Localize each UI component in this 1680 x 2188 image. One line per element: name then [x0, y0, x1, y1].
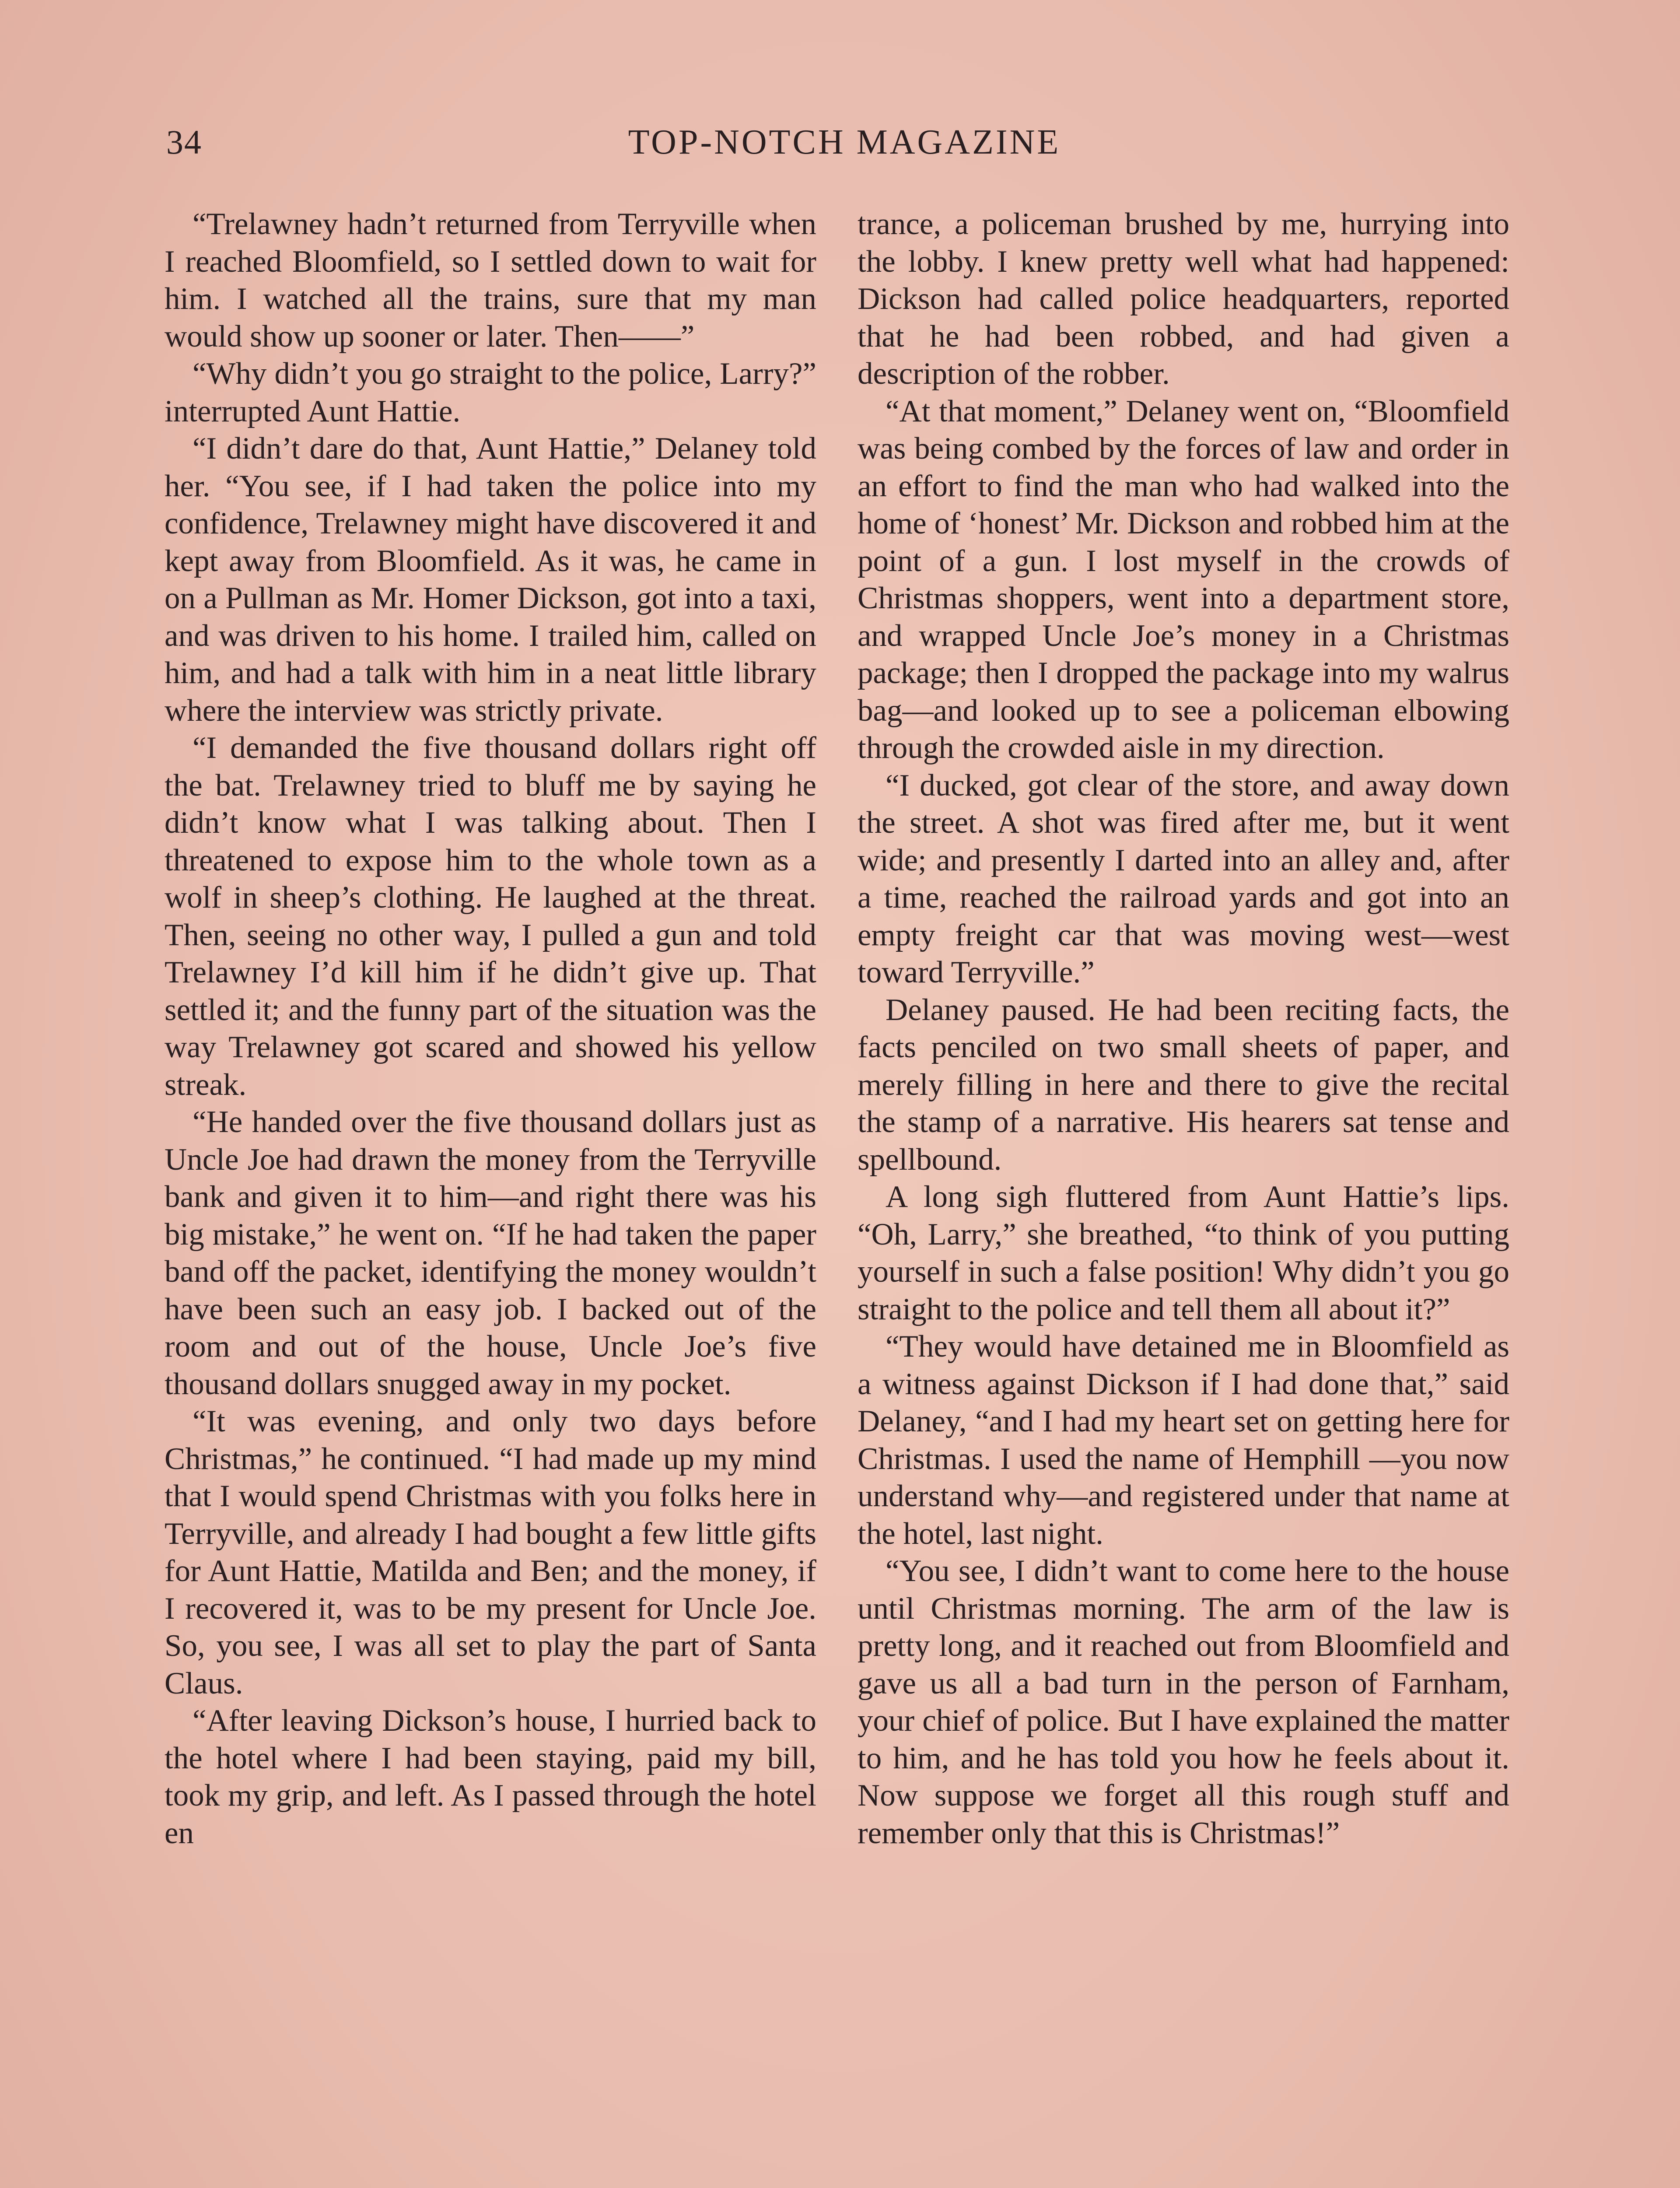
paragraph: A long sigh fluttered from Aunt Hattie’s lips. “Oh, Larry,” she breathed, “to think of you putting yourself in such a false position! Why didn’t you go straight to the police and tell them all about it?”: [858, 1180, 1509, 1326]
paragraph: “At that moment,” Delaney went on, “Bloomfield was being combed by the forces of law and order in an effort to find the man who had walked into the home of ‘honest’ Mr. Dickson and robbed him at the point of a gun. I lost myself in the crowds of Christmas shoppers, went into a department store, and wrapped Uncle Joe’s money in a Christmas package; then I dropped the package into my walrus bag—and looked up to see a policeman elbowing through the crowded aisle in my direction.: [858, 394, 1509, 765]
paragraph: “I ducked, got clear of the store, and away down the street. A shot was fired after me, but it went wide; and presently I darted into an alley and, after a time, reached the railroad yards and got into an empty freight car that was moving west—west toward Terryville.”: [858, 768, 1509, 989]
page-header: [166, 123, 1522, 175]
paragraph: “You see, I didn’t want to come here to the house until Christmas morning. The arm of the law is pretty long, and it reached out from Bloomfield and gave us all a bad turn in the person of Farnham, your chief of police. But I have explained the matter to him, and he has told you how he feels about it. Now suppose we forget all this rough stuff and remember only that this is Christmas!”: [858, 1554, 1509, 1850]
paragraph: “I didn’t dare do that, Aunt Hattie,” Delaney told her. “You see, if I had taken the police into my confidence, Trelawney might have discovered it and kept away from Bloomfield. As it was, he came in on a Pullman as Mr. Homer Dickson, got into a taxi, and was driven to his home. I trailed him, called on him, and had a talk with him in a neat little library where the interview was strictly private.: [164, 431, 816, 728]
paragraph-continued: trance, a policeman brushed by me, hurrying into the lobby. I knew pretty well what had happened: Dickson had called police headquarters, reported that he had been robbed, and had given a description of the robber.: [858, 207, 1509, 391]
left-column: [164, 206, 816, 2188]
paragraph: “Trelawney hadn’t returned from Terryville when I reached Bloomfield, so I settled down to wait for him. I watched all the trains, sure that my man would show up sooner or later. Then——”: [164, 207, 816, 354]
paragraph: “Why didn’t you go straight to the police, Larry?” interrupted Aunt Hattie.: [164, 357, 816, 428]
text-columns: [164, 206, 1509, 2188]
page-number: 34: [166, 123, 202, 161]
paragraph: “He handed over the five thousand dollars just as Uncle Joe had drawn the money from the Terryville bank and given it to him—and right there was his big mistake,” he went on. “If he had taken the paper band off the packet, identifying the money wouldn’t have been such an easy job. I backed out of the room and out of the house, Uncle Joe’s five thousand dollars snugged away in my pocket.: [164, 1105, 816, 1401]
paragraph: Delaney paused. He had been reciting facts, the facts penciled on two small sheets of paper, and merely filling in here and there to give the recital the stamp of a narrative. His hearers sat tense and spellbound.: [858, 992, 1509, 1177]
paragraph: “They would have detained me in Bloomfield as a witness against Dickson if I had done that,” said Delaney, “and I had my heart set on getting here for Christmas. I used the name of Hemphill —you now understand why—and registered under that name at the hotel, last night.: [858, 1329, 1509, 1551]
paragraph: “I demanded the five thousand dollars right off the bat. Trelawney tried to bluff me by saying he didn’t know what I was talking about. Then I threatened to expose him to the whole town as a wolf in sheep’s clothing. He laughed at the threat. Then, seeing no other way, I pulled a gun and told Trelawney I’d kill him if he didn’t give up. That settled it; and the funny part of the situation was the way Trelawney got scared and showed his yellow streak.: [164, 731, 816, 1102]
paragraph: “After leaving Dickson’s house, I hurried back to the hotel where I had been staying, paid my bill, took my grip, and left. As I passed through the hotel en: [164, 1704, 816, 1850]
magazine-title: TOP-NOTCH MAGAZINE: [628, 123, 1061, 161]
paragraph: “It was evening, and only two days before Christmas,” he continued. “I had made up my mind that I would spend Christmas with you folks here in Terryville, and already I had bought a few little gifts for Aunt Hattie, Matilda and Ben; and the money, if I recovered it, was to be my present for Uncle Joe. So, you see, I was all set to play the part of Santa Claus.: [164, 1404, 816, 1701]
right-column: [858, 206, 1509, 2188]
